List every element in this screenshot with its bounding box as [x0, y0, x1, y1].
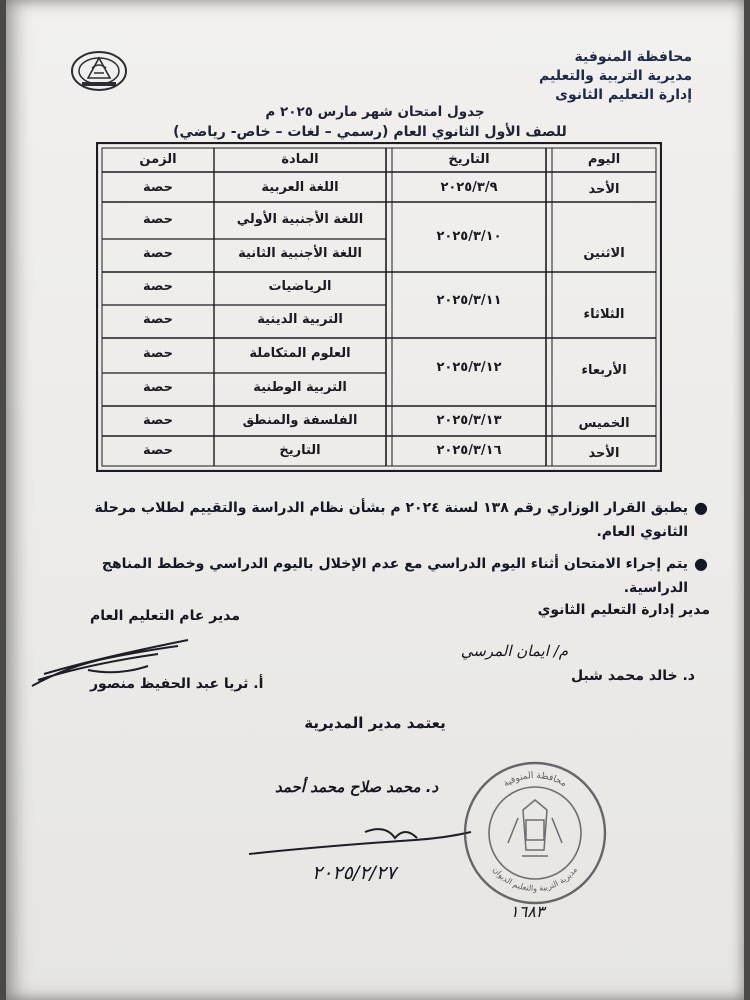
row-5-date: ٢٠٢٥/٣/١٣	[436, 413, 502, 428]
row-5-subject: الفلسفة والمنطق	[242, 413, 358, 428]
row-2-day: الاثنين	[583, 246, 625, 261]
director-name: د. محمد صلاح محمد أحمد	[275, 778, 439, 796]
col-header-date: التاريخ	[448, 152, 490, 167]
approval-line: يعتمد مدير المديرية	[304, 714, 446, 732]
handwritten-date: ٢٠٢٥/٢/٢٧	[312, 862, 397, 884]
col-header-time: الزمن	[139, 152, 177, 167]
right-signatory-name: د. خالد محمد شبل	[570, 668, 695, 684]
row-1-time: حصة	[142, 180, 174, 195]
stamp-top-text: محافظة المنوفية	[501, 770, 569, 790]
col-header-day: اليوم	[587, 152, 621, 167]
note-item	[50, 496, 710, 544]
row-4-day: الأربعاء	[581, 363, 627, 378]
stamp-bottom-text: مديرية التربية والتعليم الديوان	[490, 865, 580, 894]
row-2-date: ٢٠٢٥/٣/١٠	[436, 229, 502, 244]
row-3-date: ٢٠٢٥/٣/١١	[436, 293, 502, 308]
schedule-subtitle: للصف الأول الثانوي العام (رسمي – لغات – خاص- رياضي)	[173, 124, 567, 140]
row-3-day: الثلاثاء	[583, 307, 625, 322]
exam-schedule-table	[96, 142, 662, 472]
emblem-logo	[70, 50, 128, 92]
row-4-subject-2: التربية الوطنية	[253, 380, 347, 395]
header-administration: إدارة التعليم الثانوى	[555, 87, 692, 103]
row-5-time: حصة	[142, 413, 174, 428]
row-3-subject-1: الرياضيات	[268, 279, 332, 294]
right-handwritten-note: م/ ايمان المرسي	[460, 642, 568, 660]
official-stamp	[460, 758, 610, 908]
row-6-date: ٢٠٢٥/٣/١٦	[436, 443, 502, 458]
row-3-subject-2: التربية الدينية	[257, 312, 343, 327]
row-2-subject-2: اللغة الأجنبية الثانية	[238, 246, 362, 261]
row-4-date: ٢٠٢٥/٣/١٢	[436, 360, 502, 375]
bullet-icon: ●	[694, 554, 708, 573]
row-1-day: الأحد	[588, 182, 620, 197]
row-2-time-1: حصة	[142, 212, 174, 227]
row-2-time-2: حصة	[142, 246, 174, 261]
bullet-icon: ●	[694, 498, 708, 517]
notes-list	[50, 496, 710, 608]
director-signature-scribble	[245, 820, 475, 860]
note-text-2: يتم إجراء الامتحان أثناء اليوم الدراسي مع عدم الإخلال باليوم الدراسي وخطط المناهج الدراسية.	[101, 556, 688, 596]
col-header-subject: المادة	[281, 152, 319, 167]
note-text-1: يطبق القرار الوزاري رقم ١٣٨ لسنة ٢٠٢٤ م بشأن نظام الدراسة والتقييم لطلاب مرحلة الثانوي العام.	[94, 500, 688, 540]
row-4-time-1: حصة	[142, 346, 174, 361]
row-6-subject: التاريخ	[279, 443, 321, 458]
row-4-time-2: حصة	[142, 380, 174, 395]
header-block	[539, 48, 692, 105]
right-signatory-title: مدير إدارة التعليم الثانوي	[537, 602, 710, 618]
left-signature-scribble	[28, 636, 198, 696]
row-1-date: ٢٠٢٥/٣/٩	[440, 180, 498, 195]
row-5-day: الخميس	[578, 416, 630, 431]
header-directorate: مديرية التربية والتعليم	[539, 68, 692, 84]
row-4-subject-1: العلوم المتكاملة	[249, 346, 351, 361]
row-3-time-2: حصة	[142, 312, 174, 327]
row-3-time-1: حصة	[142, 279, 174, 294]
left-signatory-name: أ. ثريا عبد الحفيظ منصور	[90, 676, 264, 692]
row-6-day: الأحد	[588, 446, 620, 461]
serial-number: ١٦٨٣	[510, 902, 545, 921]
row-6-time: حصة	[142, 443, 174, 458]
note-item	[50, 552, 710, 600]
left-signatory-title: مدير عام التعليم العام	[90, 608, 240, 624]
row-2-subject-1: اللغة الأجنبية الأولي	[236, 212, 364, 227]
schedule-title: جدول امتحان شهر مارس ٢٠٢٥ م	[265, 104, 485, 120]
header-governorate: محافظة المنوفية	[574, 49, 692, 65]
row-1-subject: اللغة العربية	[261, 180, 339, 195]
